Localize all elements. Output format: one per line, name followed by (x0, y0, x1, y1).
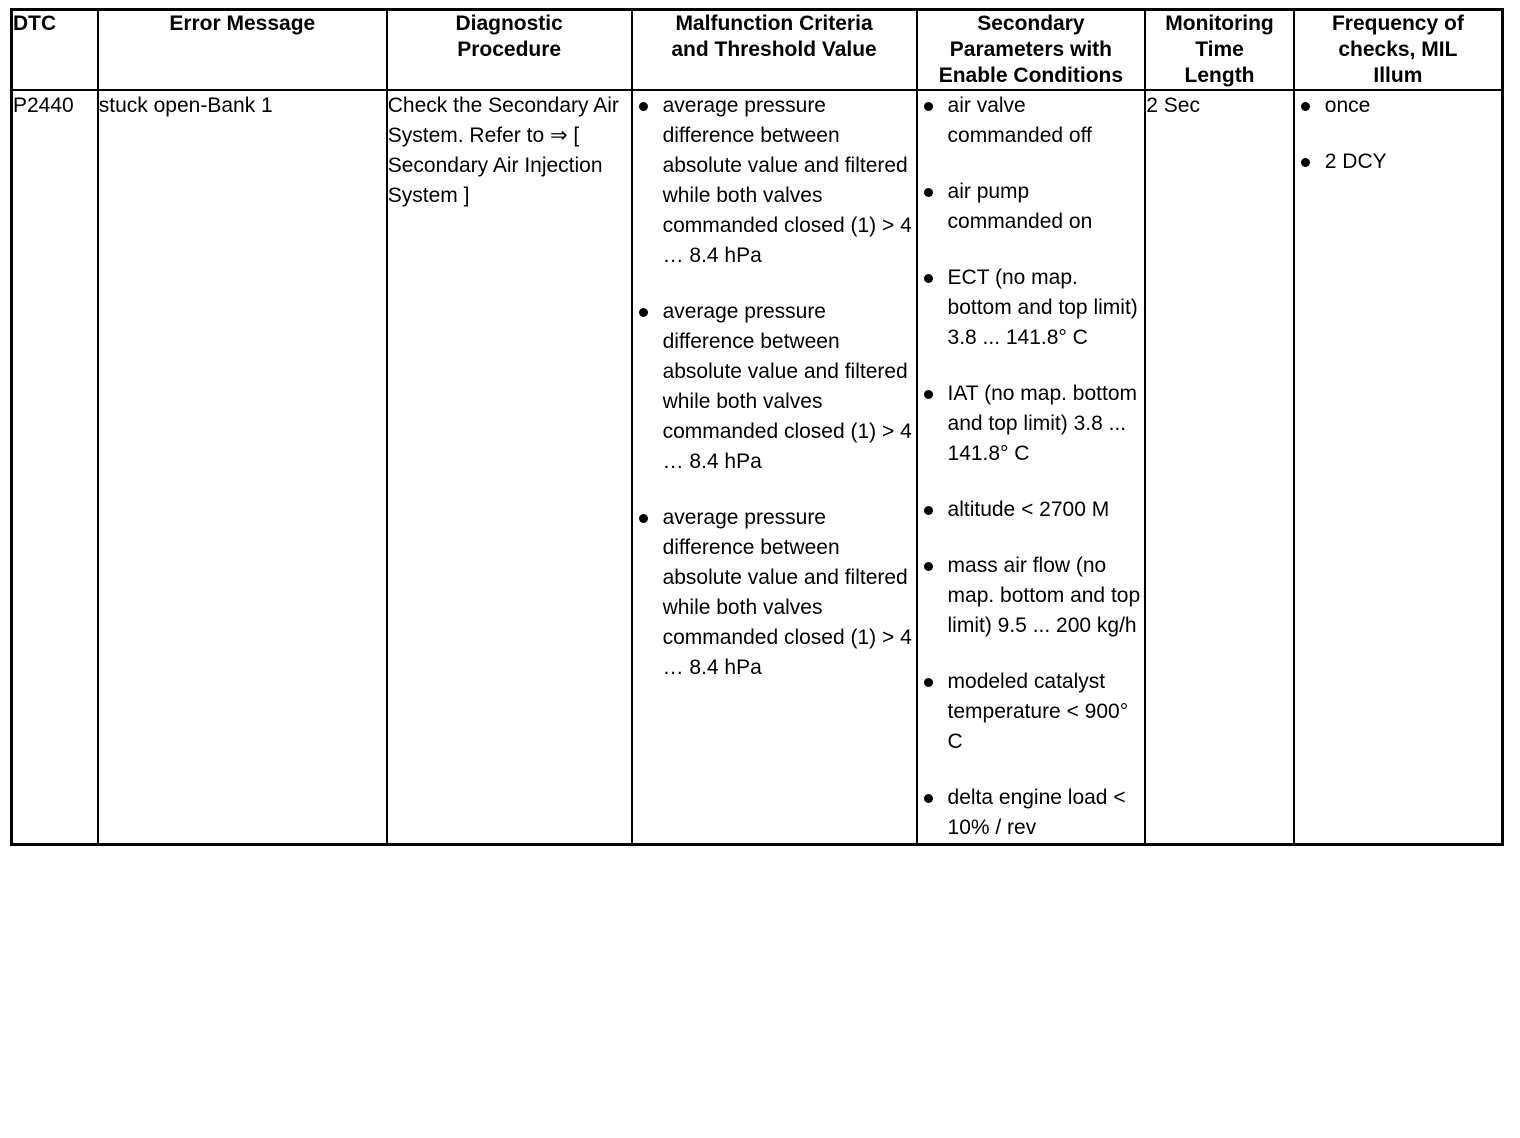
column-header-secondary-parameters-line2: Parameters with (949, 38, 1113, 61)
column-header-diagnostic-procedure-line1: Diagnostic (455, 12, 563, 35)
list-item: average pressure difference between absolute value and filtered while both valves commanded closed (1) > 4 … 8.4 hPa (633, 503, 916, 683)
cell-monitoring-time-length: 2 Sec (1145, 90, 1293, 845)
cell-malfunction-criteria (632, 90, 917, 845)
list-item: once (1295, 91, 1501, 121)
secondary-parameters-list (918, 91, 1145, 843)
cell-dtc: P2440 (12, 90, 98, 845)
column-header-frequency-mil-line1: Frequency of (1331, 12, 1464, 35)
column-header-monitoring-time-line3: Length (1184, 64, 1255, 87)
malfunction-criteria-list (633, 91, 916, 683)
dtc-table (10, 8, 1504, 846)
column-header-monitoring-time (1145, 10, 1293, 91)
list-item: mass air flow (no map. bottom and top limit) 9.5 ... 200 kg/h (918, 551, 1145, 641)
list-item: air valve commanded off (918, 91, 1145, 151)
table-body (12, 90, 1503, 845)
column-header-error-message-label: Error Message (169, 12, 316, 35)
frequency-of-checks-list (1295, 91, 1501, 177)
table-row (12, 90, 1503, 845)
list-item: air pump commanded on (918, 177, 1145, 237)
list-item: modeled catalyst temperature < 900° C (918, 667, 1145, 757)
column-header-frequency-mil-line2: checks, MIL (1338, 38, 1458, 61)
column-header-error-message (98, 10, 387, 91)
column-header-secondary-parameters-line1: Secondary (977, 12, 1085, 35)
column-header-secondary-parameters (917, 10, 1146, 91)
column-header-secondary-parameters-line3: Enable Conditions (938, 64, 1124, 87)
list-item: 2 DCY (1295, 147, 1501, 177)
column-header-frequency-mil (1294, 10, 1503, 91)
diagnostic-procedure-text: Check the Secondary Air System. Refer to ⇒ [ Secondary Air Injection System ] (387, 94, 619, 207)
cell-diagnostic-procedure (387, 90, 632, 845)
table-header-row (12, 10, 1503, 91)
list-item: delta engine load < 10% / rev (918, 783, 1145, 843)
cell-secondary-parameters (917, 90, 1146, 845)
column-header-diagnostic-procedure-line2: Procedure (457, 38, 562, 61)
column-header-monitoring-time-line1: Monitoring (1165, 12, 1274, 35)
list-item: altitude < 2700 M (918, 495, 1145, 525)
column-header-frequency-mil-line3: Illum (1373, 64, 1423, 87)
column-header-monitoring-time-line2: Time (1195, 38, 1244, 61)
cell-error-message: stuck open-Bank 1 (98, 90, 387, 845)
column-header-diagnostic-procedure (387, 10, 632, 91)
column-header-malfunction-criteria-line1: Malfunction Criteria (675, 12, 873, 35)
table-header (12, 10, 1503, 91)
cell-frequency-of-checks (1294, 90, 1503, 845)
list-item: IAT (no map. bottom and top limit) 3.8 ... 141.8° C (918, 379, 1145, 469)
column-header-dtc (12, 10, 98, 91)
list-item: average pressure difference between absolute value and filtered while both valves commanded closed (1) > 4 … 8.4 hPa (633, 91, 916, 271)
column-header-dtc-label: DTC (13, 12, 57, 35)
column-header-malfunction-criteria-line2: and Threshold Value (671, 38, 877, 61)
column-header-malfunction-criteria (632, 10, 917, 91)
list-item: ECT (no map. bottom and top limit) 3.8 ... 141.8° C (918, 263, 1145, 353)
list-item: average pressure difference between absolute value and filtered while both valves commanded closed (1) > 4 … 8.4 hPa (633, 297, 916, 477)
